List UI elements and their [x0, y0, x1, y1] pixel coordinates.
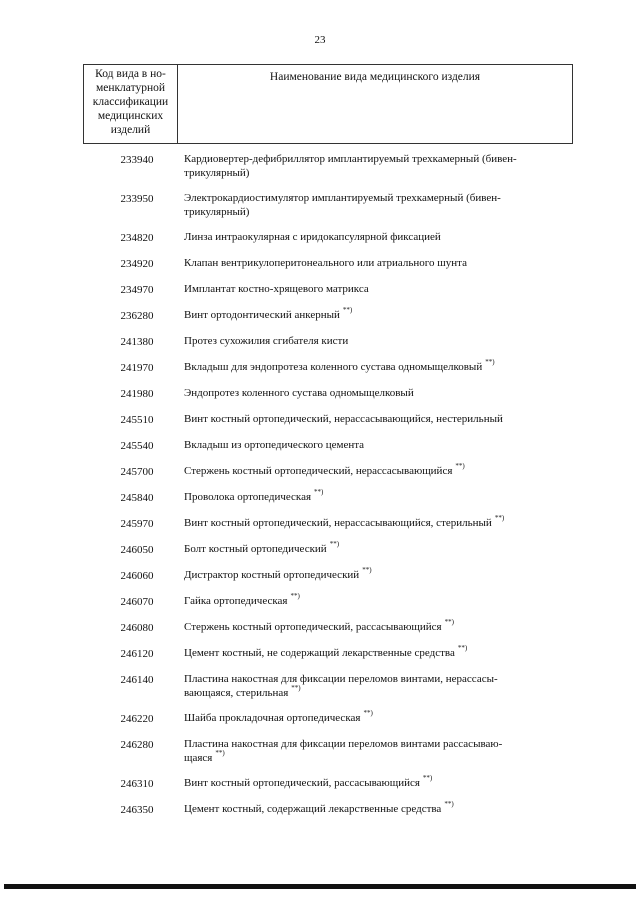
device-name-line: Дистрактор костный ортопедический **)	[184, 566, 372, 581]
device-code: 233940	[120, 154, 154, 166]
device-name-line: Эндопротез коленного сустава одномыщелковый	[184, 387, 414, 399]
footnote-mark: **)	[362, 566, 372, 574]
footnote-mark: **)	[342, 306, 353, 314]
footnote-mark: **)	[444, 618, 454, 626]
table-row	[0, 256, 640, 271]
device-name-line: Шайба прокладочная ортопедическая **)	[184, 709, 373, 724]
device-name-line: Протез сухожилия сгибателя кисти	[184, 335, 349, 347]
device-name-line: трикулярный)	[184, 167, 250, 179]
device-name	[184, 412, 554, 426]
device-code: 234920	[120, 258, 154, 270]
code-header-line: Код вида в но-	[95, 68, 166, 80]
device-name	[184, 542, 554, 556]
device-name-line: Цемент костный, содержащий лекарственные средства **)	[184, 800, 454, 815]
table-row	[0, 230, 640, 245]
table-row	[0, 568, 640, 583]
device-name	[184, 438, 554, 452]
device-name-line: Цемент костный, не содержащий лекарственные средства **)	[184, 644, 468, 659]
footnote-mark: **)	[455, 462, 465, 470]
table-row	[0, 802, 640, 817]
device-code: 234970	[120, 284, 154, 296]
device-name-line: Электрокардиостимулятор имплантируемый трехкамерный (бивен-	[184, 192, 501, 204]
device-name	[184, 256, 554, 270]
device-name-line: щаяся **)	[184, 749, 225, 764]
device-name	[184, 386, 554, 400]
device-code: 245540	[120, 440, 154, 452]
table-row	[0, 646, 640, 661]
table-row	[0, 191, 640, 219]
device-code: 241970	[120, 362, 154, 374]
table-row	[0, 152, 640, 180]
device-name	[184, 672, 554, 700]
device-name-line: Проволока ортопедическая **)	[184, 488, 324, 503]
device-name-line: Стержень костный ортопедический, нерассасывающийся **)	[184, 462, 465, 477]
footnote-mark: **)	[215, 749, 225, 757]
table-row	[0, 334, 640, 349]
footnote-mark: **)	[290, 592, 300, 600]
device-name-line: Кардиовертер-дефибриллятор имплантируемый трехкамерный (бивен-	[184, 153, 517, 165]
device-name	[184, 646, 554, 660]
page-number: 23	[314, 34, 326, 46]
device-name	[184, 568, 554, 582]
footnote-mark: **)	[485, 358, 495, 366]
device-name-line: вающаяся, стерильная **)	[184, 684, 301, 699]
device-code: 233950	[120, 193, 154, 205]
device-name-line: Линза интраокулярная с иридокапсулярной фиксацией	[184, 231, 441, 243]
footnote-mark: **)	[422, 774, 433, 782]
device-code: 245840	[120, 492, 154, 504]
footnote-mark: **)	[494, 514, 505, 522]
device-code: 236280	[120, 310, 154, 322]
device-name-line: Клапан вентрикулоперитонеального или атриального шунта	[184, 257, 467, 269]
device-name-line: трикулярный)	[184, 206, 250, 218]
table-row	[0, 464, 640, 479]
device-name	[184, 737, 554, 765]
device-name-line: Болт костный ортопедический **)	[184, 540, 340, 555]
device-code: 246220	[120, 713, 154, 725]
device-code: 241380	[120, 336, 154, 348]
table-row	[0, 490, 640, 505]
device-name-line: Имплантат костно-хрящевого матрикса	[184, 283, 369, 295]
device-code: 246070	[120, 596, 154, 608]
name-column-header: Наименование вида медицинского изделия	[269, 71, 481, 83]
device-code: 245970	[120, 518, 154, 530]
device-code: 246310	[120, 778, 154, 790]
table-row	[0, 386, 640, 401]
device-code: 246120	[120, 648, 154, 660]
device-name	[184, 308, 554, 322]
footnote-mark: **)	[363, 709, 373, 717]
device-code: 246050	[120, 544, 154, 556]
footnote-mark: **)	[291, 684, 301, 692]
device-name	[184, 230, 554, 244]
table-row	[0, 620, 640, 635]
device-name	[184, 516, 554, 530]
table-header	[83, 64, 573, 144]
device-name	[184, 334, 554, 348]
code-header-line: изделий	[110, 124, 151, 136]
code-column-header	[84, 67, 177, 137]
device-list	[0, 152, 640, 828]
device-name-line: Вкладыш из ортопедического цемента	[184, 439, 365, 451]
device-name	[184, 802, 554, 816]
table-row	[0, 412, 640, 427]
table-row	[0, 672, 640, 700]
code-header-line: менклатурной	[95, 82, 166, 94]
table-row	[0, 438, 640, 453]
device-name-line: Стержень костный ортопедический, рассасывающийся **)	[184, 618, 454, 633]
table-row	[0, 542, 640, 557]
device-name	[184, 620, 554, 634]
device-code: 246280	[120, 739, 154, 751]
table-row	[0, 282, 640, 297]
device-name-line: Вкладыш для эндопротеза коленного сустава одномыщелковый **)	[184, 358, 495, 373]
device-name	[184, 711, 554, 725]
device-name	[184, 282, 554, 296]
device-name-line: Винт костный ортопедический, нерассасывающийся, нестерильный	[184, 413, 503, 425]
device-code: 246350	[120, 804, 154, 816]
device-code: 246060	[120, 570, 154, 582]
table-row	[0, 516, 640, 531]
footnote-mark: **)	[314, 488, 324, 496]
device-code: 245510	[120, 414, 154, 426]
table-row	[0, 594, 640, 609]
footnote-mark: **)	[329, 540, 340, 548]
device-name-line: Винт костный ортопедический, нерассасывающийся, стерильный **)	[184, 514, 505, 529]
device-name	[184, 490, 554, 504]
table-row	[0, 308, 640, 323]
device-name-line: Гайка ортопедическая **)	[184, 592, 300, 607]
table-row	[0, 737, 640, 765]
bottom-rule	[4, 884, 636, 889]
device-name	[184, 152, 554, 180]
device-code: 234820	[120, 232, 154, 244]
device-code: 246140	[120, 674, 154, 686]
device-name	[184, 776, 554, 790]
table-row	[0, 776, 640, 791]
code-header-line: классификации	[92, 96, 169, 108]
device-code: 246080	[120, 622, 154, 634]
code-header-line: медицинских	[97, 110, 164, 122]
device-name-line: Винт ортодонтический анкерный **)	[184, 306, 353, 321]
device-name	[184, 360, 554, 374]
device-code: 245700	[120, 466, 154, 478]
table-row	[0, 711, 640, 726]
device-name	[184, 191, 554, 219]
device-name	[184, 464, 554, 478]
device-code: 241980	[120, 388, 154, 400]
footnote-mark: **)	[444, 800, 454, 808]
device-name-line: Пластина накостная для фиксации переломов винтами, нерассасы-	[184, 673, 498, 685]
device-name-line: Пластина накостная для фиксации переломов винтами рассасываю-	[184, 738, 503, 750]
device-name	[184, 594, 554, 608]
footnote-mark: **)	[457, 644, 468, 652]
device-name-line: Винт костный ортопедический, рассасывающийся **)	[184, 774, 433, 789]
table-row	[0, 360, 640, 375]
